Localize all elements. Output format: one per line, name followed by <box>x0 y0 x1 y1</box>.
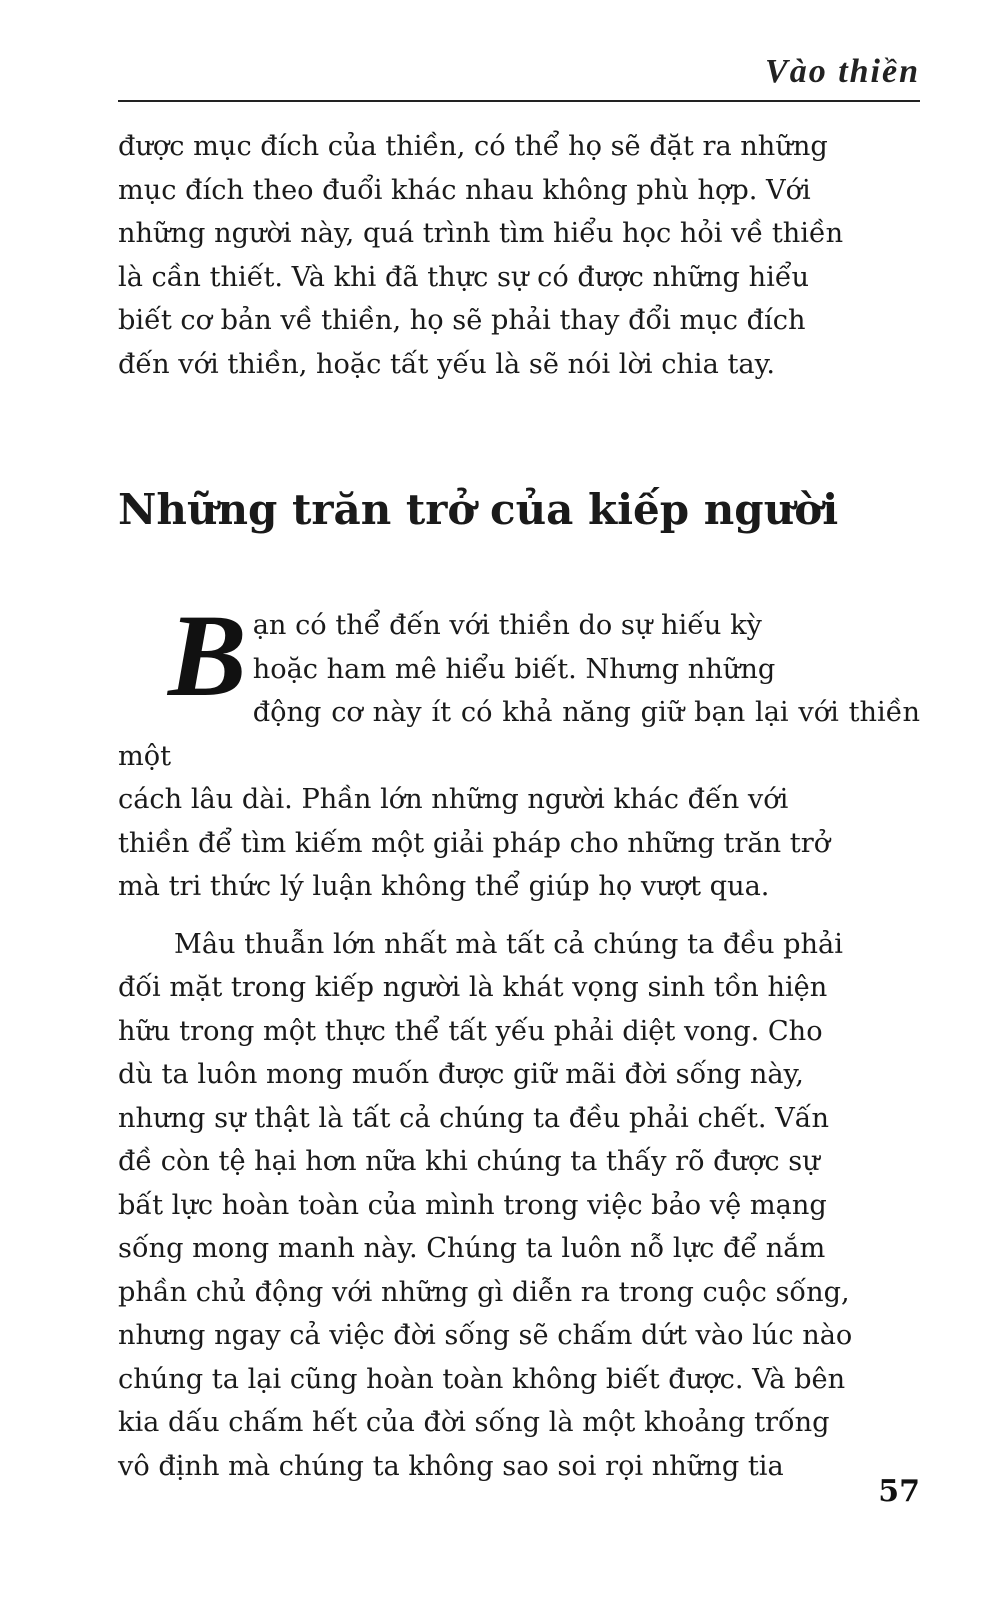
page-number: 57 <box>878 1474 920 1509</box>
intro-paragraph: được mục đích của thiền, có thể họ sẽ đặt ra những mục đích theo đuổi khác nhau không phù hợp. Với những người này, quá trình tìm hiểu học hỏi về thiền là cần thiết. Và khi đã thực sự có được những hiểu biết cơ bản về thiền, họ sẽ phải thay đổi mục đích đến với thiền, hoặc tất yếu là sẽ nói lời chia tay. <box>118 131 844 380</box>
intro-text-block <box>118 125 920 386</box>
section-heading: Những trăn trở của kiếp người <box>118 485 839 534</box>
running-header <box>118 48 920 102</box>
running-title: Vào thiền <box>765 53 920 90</box>
dropcap-letter: B <box>168 590 247 721</box>
section-body <box>118 590 920 1488</box>
section-paragraph-1: ạn có thể đến với thiền do sự hiếu kỳ hoặc ham mê hiểu biết. Nhưng những động cơ này ít có khả năng giữ bạn lại với thiền một cách lâu dài. Phần lớn những người khác đến với thiền để tìm kiếm một giải pháp cho những trăn trở mà tri thức lý luận không thể giúp họ vượt qua. <box>118 610 920 902</box>
section-paragraph-2: Mâu thuẫn lớn nhất mà tất cả chúng ta đều phải đối mặt trong kiếp người là khát vọng sinh tồn hiện hữu trong một thực thể tất yếu phải diệt vong. Cho dù ta luôn mong muốn được giữ mãi đời sống này, nhưng sự thật là tất cả chúng ta đều phải chết. Vấn đề còn tệ hại hơn nữa khi chúng ta thấy rõ được sự bất lực hoàn toàn của mình trong việc bảo vệ mạng sống mong manh này. Chúng ta luôn nỗ lực để nắm phần chủ động với những gì diễn ra trong cuộc sống, nhưng ngay cả việc đời sống sẽ chấm dứt vào lúc nào chúng ta lại cũng hoàn toàn không biết được. Và bên kia dấu chấm hết của đời sống là một khoảng trống vô định mà chúng ta không sao soi rọi những tia <box>118 928 853 1482</box>
